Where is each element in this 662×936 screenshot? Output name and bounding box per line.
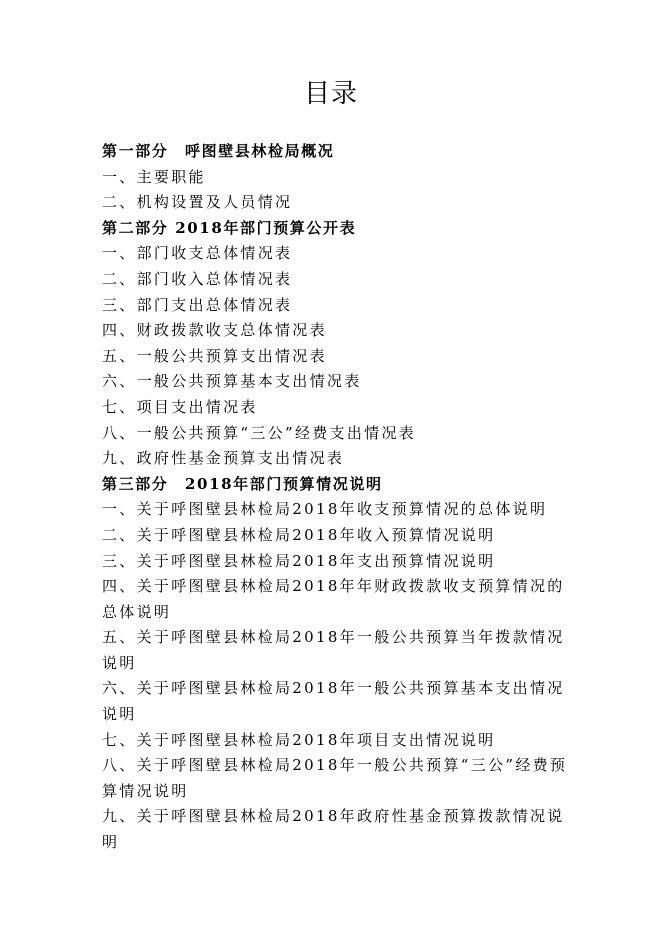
toc-item: 三、部门支出总体情况表: [102, 295, 293, 314]
toc-item: 五、关于呼图壁县林检局2018年一般公共预算当年拨款情况说明: [102, 628, 565, 672]
toc-item: 七、关于呼图壁县林检局2018年项目支出情况说明: [102, 730, 496, 749]
toc-section-heading: 第二部分 2018年部门预算公开表: [102, 218, 357, 237]
toc-item: 四、关于呼图壁县林检局2018年年财政拨款收支预算情况的总体说明: [102, 577, 565, 621]
toc-item: 二、关于呼图壁县林检局2018年收入预算情况说明: [102, 525, 496, 544]
toc-item: 九、政府性基金预算支出情况表: [102, 449, 345, 468]
toc-item: 一、关于呼图壁县林检局2018年收支预算情况的总体说明: [102, 500, 548, 519]
toc-item: 一、部门收支总体情况表: [102, 244, 293, 263]
table-of-contents: [102, 139, 572, 856]
toc-item: 六、关于呼图壁县林检局2018年一般公共预算基本支出情况说明: [102, 679, 565, 724]
toc-item: 三、关于呼图壁县林检局2018年支出预算情况说明: [102, 551, 496, 570]
toc-item: 二、机构设置及人员情况: [102, 193, 293, 212]
toc-item: 四、财政拨款收支总体情况表: [102, 321, 327, 340]
page-title: 目录: [303, 79, 358, 109]
toc-section-heading: 第一部分 呼图壁县林检局概况: [102, 142, 335, 160]
toc-item: 一、主要职能: [102, 167, 206, 186]
toc-item: 七、项目支出情况表: [102, 397, 258, 416]
toc-section-heading: 第三部分 2018年部门预算情况说明: [102, 474, 383, 493]
toc-item: 六、一般公共预算基本支出情况表: [102, 372, 362, 391]
toc-item: 五、一般公共预算支出情况表: [102, 346, 327, 365]
toc-item: 八、一般公共预算“三公”经费支出情况表: [102, 423, 417, 442]
toc-item: 八、关于呼图壁县林检局2018年一般公共预算“三公”经费预算情况说明: [102, 756, 568, 800]
toc-item: 二、部门收入总体情况表: [102, 269, 293, 288]
toc-item: 九、关于呼图壁县林检局2018年政府性基金预算拨款情况说明: [102, 807, 565, 852]
